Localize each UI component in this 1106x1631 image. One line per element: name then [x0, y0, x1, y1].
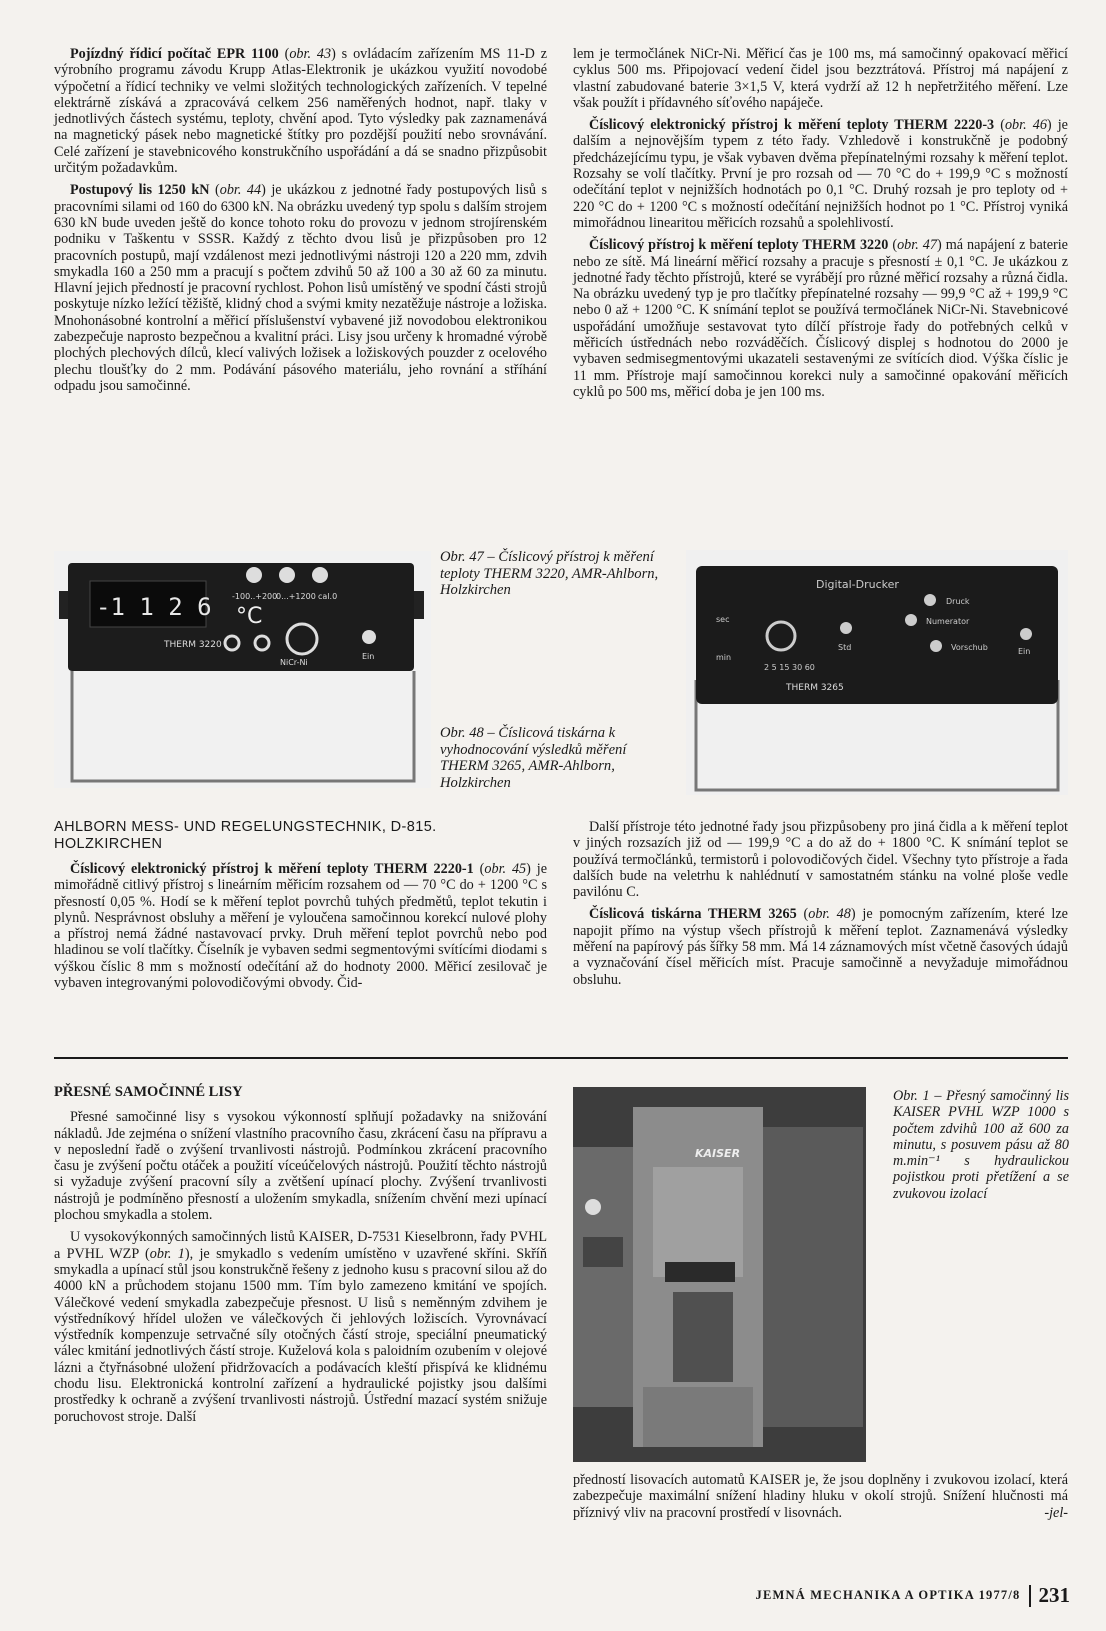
figure-48-photo: [686, 550, 1068, 795]
ref-obr48: obr. 48: [808, 906, 851, 923]
range-b-label: 0...+1200: [276, 592, 316, 601]
paragraph-therm3220: Číslicový přístroj k měření teploty THERM 3220 (obr. 47) má napájení z baterie nebo ze sítě. Má lineární měřicí rozsahy a pracuje s přesností ± 0,1 °C. Je ukázkou z jednotné řady těchto přístrojů, které se vyrábějí pro různé měřicí rozsahy a různá čidla. Na obrázku uvedený typ je pro tlačítky přepínatelné rozsahy — 99,9 °C až + 199,9 °C nebo 0 až + 1200 °C. K snímání teplot se používá termočlánek NiCr-Ni. Stavebnicové uspořádání umožňuje sestavovat tyto dílčí přístroje řady do potřebných celků v měřicích ústřednách nebo rozváděčích. Číslicový displej s hodnotou do 2000 je vybaven sedmisegmentovými ukazateli sestavenými ze svítících diod. Výška číslic je 11 mm. Přístroje mají samočinnou korekci nuly a samočinné opakování měřicích cyklů po 500 ms, měřicí doba je jen 100 ms.: [573, 237, 1068, 400]
journal-name: JEMNÁ MECHANIKA A OPTIKA 1977/8: [755, 1588, 1021, 1602]
text-therm3220: má napájení z baterie nebo ze sítě. Má lineární měřicí rozsahy a pracuje s přesností ± 0,1 °C. Je ukázkou z jednotné řady těchto přístrojů, které se vyrábějí pro různé měřicí rozsahy a různá čidla. Na obrázku uvedený typ je pro tlačítky přepínatelné rozsahy — 99,9 °C až + 199,9 °C nebo 0 až + 1200 °C. K snímání teplot se používá termočlánek NiCr-Ni. Stavebnicové uspořádání umožňuje sestavovat tyto dílčí přístroje řady do potřebných celků v měřicích ústřednách nebo rozváděčích. Číslicový displej s hodnotou do 2000 je vybaven sedmisegmentovými ukazateli sestavenými ze svítících diod. Výška číslic je 11 mm. Přístroje mají samočinnou korekci nuly a samočinné opakování měřicích cyklů po 500 ms, měřicí doba je jen 100 ms.: [573, 237, 1068, 400]
figure-47-caption: Obr. 47 – Číslicový přístroj k měření teploty THERM 3220, AMR-Ahlborn, Holzkirchen: [440, 549, 659, 598]
bottom-left-column: [54, 1084, 547, 1431]
footer: [756, 1583, 1071, 1608]
paragraph-postupovy-lis: Postupový lis 1250 kN (obr. 44) je ukázkou z jednotné řady postupových lisů s pracovními silami od 160 do 6300 kN. Na obrázku uvedený typ spolu s dalším strojem 630 kN bude uveden ještě do konce tohoto roku do provozu v jednom strojírenském podniku v Taškentu v SSSR. Každý z těchto dvou lisů je přizpůsoben pro 12 pracovních postupů, mají vzdálenost mezi jednotlivými nástroji 120 a 220 mm, zdvih smykadla 160 a 250 mm a pracují s počtem zdvihů 50 až 100 a 30 až 60 za minutu. Hlavní jejich předností je pracovní rychlost. Pohon lisů umístěný ve spodní části strojů poskytuje nízko ležící těžiště, klidný chod a svými kmity nezatěžuje nástroje a ložiska. Mnohonásobné kontrolní a měřicí příslušenství vybavené již novodobou elektronikou zabezpečuje naprosto bezpečnou a kvalitní práci. Lisy jsou určeny k hromadné výrobě plochých plechových dílců, klecí valivých ložisek a ložiskových pouzder z ocelového plechu tloušťky do 2 mm. Podávání pásového materiálu, jeho rovnání a stříhání odpadu jsou samočinné.: [54, 182, 548, 394]
top-left-column: [54, 46, 547, 400]
ref-obr46: obr. 46: [1004, 117, 1047, 134]
lead-therm2220-1: Číslicový elektronický přístroj k měření teploty THERM 2220-1: [70, 861, 474, 877]
display-readout: -1 1 2 6: [96, 593, 212, 621]
ref-obr47: obr. 47: [897, 237, 937, 254]
model-label: THERM 3220: [164, 640, 222, 650]
printer-model-label: THERM 3265: [786, 683, 844, 693]
paragraph-epr1100: Pojízdný řídicí počítač EPR 1100 (obr. 43) s ovládacím zařízením MS 11-D z výrobního programu závodu Krupp Atlas-Elektronik je ukázkou využití novodobé výpočetní a řídicí techniky ve velmi složitých technologických zařízeních. V tepelné elektrárně získává a zpracovává celkem 256 naměřených hodnot, např. tlaky v jednotlivých částech systému, teploty, chvění apod. Tyto výsledky pak zaznamenává na magnetický pásek nebo magnetické štítky pro pozdější použití nebo srovnávání. Celé zařízení je stavebnicového konstrukčního uspořádání a dá se snadno přizpůsobit určitým požadavkům.: [54, 46, 547, 177]
sec-label: sec: [716, 615, 730, 624]
text-kaiser-advantages: předností lisovacích automatů KAISER je, že jsou doplněny i zvukovou izolací, která zabezpečuje maximální snížení hladiny hluku v okolí strojů. Snížení hlučnosti má příznivý vliv na pracovní prostředí v lisovnách.: [573, 1472, 1068, 1521]
lead-therm2220-3: Číslicový elektronický přístroj k měření teploty THERM 2220-3: [589, 117, 995, 134]
lead-therm3265: Číslicová tiskárna THERM 3265: [589, 906, 797, 923]
paragraph-kaiser-advantages: [573, 1472, 1068, 1521]
paragraph-therm2220-3: Číslicový elektronický přístroj k měření teploty THERM 2220-3 (obr. 46) je dalším a nejnovějším typem z této řady. Vzhledově i konstrukčně je podobný předcházejícímu typu, je však vybaven dvěma přepínatelnými rozsahy k měření teplot. Rozsahy se volí tlačítky. První je pro rozsah od — 70 °C do + 199,9 °C s možností odečítání teplot v nejnižších hodnotách po 0,1 °C. Druhý rozsah je pro teploty od + 220 °C do + 1200 °C s možností odečítání nejnižších hodnot po 1 °C. Přístroj vyniká mimořádnou linearitou měřicích rozsahů a spolehlivostí.: [573, 117, 1068, 231]
sensor-label: NiCr-Ni: [280, 658, 308, 667]
unit-label: °C: [236, 604, 263, 629]
figure-47-photo: [54, 551, 431, 788]
kaiser-logo: KAISER: [695, 1147, 741, 1160]
lead-therm3220: Číslicový přístroj k měření teploty THERM 3220: [589, 237, 889, 254]
section-heading: PŘESNÉ SAMOČINNÉ LISY: [54, 1084, 243, 1100]
paragraph-dalsi-pristroje: Další přístroje této jednotné řady jsou přizpůsobeny pro jiná čidla a k měření teplot v jiných rozsazích již od — 199,9 °C a do až do + 1800 °C. K snímání teplot se používá termočlánků, termistorů i polovodičových čidel. Všechny tyto přístroje a řada dalších bude na veletrhu k nahlédnutí v samostatném stánku na volné ploše vedle pavilónu C.: [573, 819, 1068, 901]
top-right-column: [573, 46, 1068, 406]
ein-label: Ein: [362, 652, 375, 661]
paragraph-lisy-intro: Přesné samočinné lisy s vysokou výkonností splňují požadavky na snižování nákladů. Jde zejména o snížení vlastního pracovního času, zkrácení času na přípravu a v neposlední řadě o zvýšení trvanlivosti nástrojů. Podmínkou zkrácení pracovního času je zvýšení počtu otáček a použití víceúčelových nástrojů. Použití těchto nástrojů si vyžaduje zvýšení pracovní síly a zvětšení upínací plochy. Zvýšení trvanlivosti nástrojů je podmíněno přesností a uložením smykadla, snížením chvění mezi upínací plochou smykadla a stolem.: [54, 1109, 547, 1224]
section-divider: [54, 1057, 1068, 1059]
numerator-label: Numerator: [926, 617, 970, 626]
text-therm2220-1: je mimořádně citlivý přístroj s lineárním měřicím rozsahem od — 70 °C do + 1200 °C s přesností 0,05 %. Hodí se k měření teplot povrchů tuhých předmětů, teplot tekutin i plynů. Nesprávnost obsluhy a měření je vyloučena samočinnou korekcí nulové plohy a přístroj nemá žádné nastavovací prvky. Druh měření teplot povrchů nebo pod hladinou se volí tlačítky. Číselník je vybaven sedmi segmentovými svítícími diodami s výškou číslic 8 mm s možností odečítání až do hodnoty 2000. Měřicí zesilovač je vybaven integrovanými polovodičovými obvody. Čid-: [54, 861, 548, 992]
figure-48-caption: Obr. 48 – Číslicová tiskárna k vyhodnocování výsledků měření THERM 3265, AMR-Ahlborn, Holzkirchen: [440, 725, 627, 791]
druck-label: Druck: [946, 597, 970, 606]
min-label: min: [716, 653, 732, 662]
ref-obr1: obr. 1: [149, 1245, 185, 1262]
author-signature: -jel-: [1044, 1504, 1068, 1521]
dial-label: 2 5 15 30 60: [764, 663, 815, 672]
cal-label: cal.0: [318, 592, 338, 601]
ref-obr44: obr. 44: [219, 182, 262, 199]
paragraph-therm2220-1: Číslicový elektronický přístroj k měření teploty THERM 2220-1 (obr. 45) je mimořádně citlivý přístroj s lineárním měřicím rozsahem od — 70 °C do + 1200 °C s přesností 0,05 %. Hodí se k měření teplot povrchů tuhých předmětů, teplot tekutin i plynů. Nesprávnost obsluhy a měření je vyloučena samočinnou korekcí nulové plohy a přístroj nemá žádné nastavovací prvky. Druh měření teplot povrchů nebo pod hladinou se volí tlačítky. Číselník je vybaven sedmi segmentovými svítícími diodami s výškou číslic 8 mm s možností odečítání až do hodnoty 2000. Měřicí zesilovač je vybaven integrovanými polovodičovými obvody. Čid-: [54, 861, 548, 992]
paragraph-therm3265: Číslicová tiskárna THERM 3265 (obr. 48) je pomocným zařízením, které lze napojit přímo na výstup všech přístrojů k měření teplot. Zaznamenává výsledky měření na papírový pás šířky 58 mm. Má 14 záznamových míst včetně časových údajů a vyznačování čísel měřicích míst. Pracuje samočinně a nevyžaduje mimořádnou obsluhu.: [573, 906, 1068, 988]
mid-left-column: [54, 819, 547, 997]
therm3220-device-illustration: [54, 551, 431, 788]
lead-epr1100: Pojízdný řídicí počítač EPR 1100: [70, 46, 279, 62]
paragraph-continuation: lem je termočlánek NiCr-Ni. Měřicí čas je 100 ms, má samočinný opakovací měřicí cyklus 500 ms. Připojovací vedení čidel jsou bezztrátová. Přístroj má napájení z vlastní zabudované baterie 3×1,5 V, která vydrží až 12 h nepřetržitého měření. Lze však použít i přídavného síťového napáječe.: [573, 46, 1068, 111]
text-kaiser-b: ), je smykadlo s vedením umístěno v uzavřené skříni. Skříň smykadla a upínací stůl jsou konstrukčně řešeny z jednoho kusu s pracovní silou až do 4000 kN a průchodem stojanu 1500 mm. Tím bylo zamezeno kmitání ve spojích. Válečkové vedení smykadla zabezpečuje přesnost. U lisů s neměnným zdvihem je výstředníkový hřídel uložen ve válečkových či jehlových ložiscích. Vyrovnávací výstředník kompenzuje setrvačné síly otočných částí stroje, speciální pneumatický válec kmitání jednotlivých částí stroje. Kuželová kola s paloidním ozubením v olejové lázni a čtyřnásobné uložení přidržovacích a podávacích kleští přispívá ke klidnému chodu lisu. Elektronická kontrolní zařízení a hydraulické pojistky jsou dalšími prostředky k ochraně a zvýšení trvanlivosti nástrojů. Ústřední mazací systém snižuje poruchovost stroje. Další: [54, 1245, 547, 1425]
therm3265-printer-illustration: [686, 550, 1068, 795]
figure-1-caption: Obr. 1 – Přesný samočinný lis KAISER PVHL WZP 1000 s počtem zdvihů 100 až 600 za minutu, s posuvem pásu až 80 m.min⁻¹ s hydraulickou pojistkou proti přetížení a se zvukovou izolací: [893, 1088, 1069, 1202]
vorschub-label: Vorschub: [951, 643, 988, 652]
text-therm3265: je pomocným zařízením, které lze napojit přímo na výstup všech přístrojů k měření teplot. Zaznamenává výsledky měření na papírový pás šířky 58 mm. Má 14 záznamových míst včetně časových údajů a vyznačování čísel měřicích míst. Pracuje samočinně a nevyžaduje mimořádnou obsluhu.: [573, 906, 1068, 988]
bottom-right-text: [573, 1472, 1068, 1521]
kaiser-press-illustration: [573, 1087, 866, 1462]
printer-title: Digital-Drucker: [816, 578, 899, 591]
ref-obr45: obr. 45: [484, 861, 527, 877]
range-a-label: -100..+200: [232, 592, 278, 601]
text-epr1100: s ovládacím zařízením MS 11-D z výrobního programu závodu Krupp Atlas-Elektronik je ukázkou využití novodobé výpočetní a řídicí techniky ve velmi složitých technologických zařízeních. V tepelné elektrárně získává a zpracovává celkem 256 naměřených hodnot, např. tlaky v jednotlivých částech systému, teploty, chvění apod. Tyto výsledky pak zaznamenává na magnetický pásek nebo magnetické štítky pro pozdější použití nebo srovnávání. Celé zařízení je stavebnicového konstrukčního uspořádání a dá se snadno přizpůsobit určitým požadavkům.: [54, 46, 547, 177]
lead-postupovy-lis: Postupový lis 1250 kN: [70, 182, 210, 199]
printer-ein-label: Ein: [1018, 647, 1031, 656]
ref-obr43: obr. 43: [289, 46, 332, 62]
footer-separator: [1029, 1585, 1031, 1607]
figure-1-photo: [573, 1087, 866, 1462]
text-postupovy-lis: je ukázkou z jednotné řady postupových lisů s pracovními silami od 160 do 6300 kN. Na obrázku uvedený typ spolu s dalším strojem 630 kN bude uveden ještě do konce tohoto roku do provozu v jednom strojírenském podniku v Taškentu v SSSR. Každý z těchto dvou lisů je přizpůsoben pro 12 pracovních postupů, mají vzdálenost mezi jednotlivými nástroji 120 a 220 mm, zdvih smykadla 160 a 250 mm a pracují s počtem zdvihů 50 až 100 a 30 až 60 za minutu. Hlavní jejich předností je pracovní rychlost. Pohon lisů umístěný ve spodní části strojů poskytuje nízko ležící těžiště, klidný chod a svými kmity nezatěžuje nástroje a ložiska. Mnohonásobné kontrolní a měřicí příslušenství vybavené již novodobou elektronikou zabezpečuje naprosto bezpečnou a kvalitní práci. Lisy jsou určeny k hromadné výrobě plochých plechových dílců, klecí valivých ložisek a ložiskových pouzder z ocelového plechu tloušťky do 2 mm. Podávání pásového materiálu, jeho rovnání a stříhání odpadu jsou samočinné.: [54, 182, 548, 394]
page-number: 231: [1038, 1583, 1070, 1607]
std-label: Std: [838, 643, 852, 652]
paragraph-kaiser: [54, 1229, 547, 1425]
company-heading: AHLBORN MESS- UND REGELUNGSTECHNIK, D-815. HOLZKIRCHEN: [54, 819, 437, 852]
text-kaiser-a: U vysokovýkonných samočinných listů KAISER, D-7531 Kieselbronn, řady PVHL a PVHL WZP (: [54, 1229, 547, 1262]
mid-right-column: [573, 819, 1068, 994]
text-therm2220-3: je dalším a nejnovějším typem z této řady. Vzhledově i konstrukčně je podobný předcházejícímu typu, je však vybaven dvěma přepínatelnými rozsahy k měření teplot. Rozsahy se volí tlačítky. První je pro rozsah od — 70 °C do + 199,9 °C s možností odečítání teplot v nejnižších hodnotách po 0,1 °C. Druhý rozsah je pro teploty od + 220 °C do + 1200 °C s možností odečítání nejnižších hodnot po 1 °C. Přístroj vyniká mimořádnou linearitou měřicích rozsahů a spolehlivostí.: [573, 117, 1068, 231]
